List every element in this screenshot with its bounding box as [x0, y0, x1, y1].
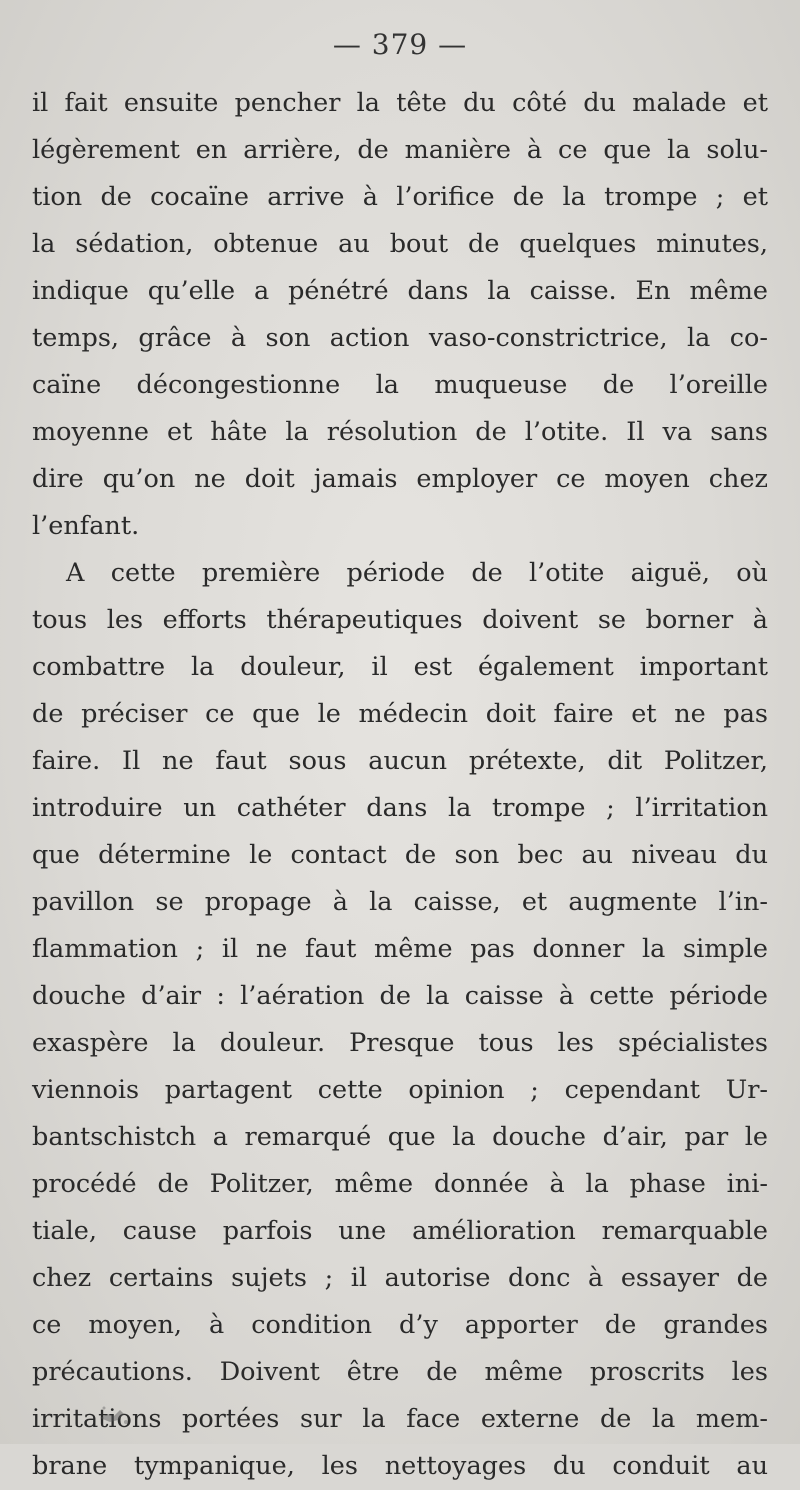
text-line: introduire un cathéter dans la trompe ; l’irritation: [32, 793, 768, 823]
text-line: procédé de Politzer, même donnée à la phase ini-: [32, 1169, 768, 1199]
text-line: ce moyen, à condition d’y apporter de grandes: [32, 1310, 768, 1340]
text-line: brane tympanique, les nettoyages du conduit au: [32, 1451, 768, 1481]
text-line: moyenne et hâte la résolution de l’otite. Il va sans: [32, 417, 768, 447]
text-line: temps, grâce à son action vaso-constrictrice, la co-: [32, 323, 768, 353]
text-line: douche d’air : l’aération de la caisse à cette période: [32, 981, 768, 1011]
text-line: pavillon se propage à la caisse, et augmente l’in-: [32, 887, 768, 917]
text-line: exaspère la douleur. Presque tous les spécialistes: [32, 1028, 768, 1058]
text-line: combattre la douleur, il est également important: [32, 652, 768, 682]
text-line: tous les efforts thérapeutiques doivent se borner à: [32, 605, 768, 635]
text-line: légèrement en arrière, de manière à ce que la solu-: [32, 135, 768, 165]
text-line: chez certains sujets ; il autorise donc à essayer de: [32, 1263, 768, 1293]
text-line: que détermine le contact de son bec au niveau du: [32, 840, 768, 870]
text-line: faire. Il ne faut sous aucun prétexte, dit Politzer,: [32, 746, 768, 776]
text-line: viennois partagent cette opinion ; cependant Ur-: [32, 1075, 768, 1105]
ink-speck-mark: [96, 1400, 134, 1430]
text-line: tiale, cause parfois une amélioration remarquable: [32, 1216, 768, 1246]
page-number: — 379 —: [332, 28, 468, 61]
text-line: irritations portées sur la face externe de la mem-: [32, 1404, 768, 1434]
body-text: [32, 80, 768, 1490]
text-line: bantschistch a remarqué que la douche d’air, par le: [32, 1122, 768, 1152]
paragraph-first-line: A cette première période de l’otite aiguë, où: [66, 558, 768, 588]
text-line: précautions. Doivent être de même proscrits les: [32, 1357, 768, 1387]
text-line: la sédation, obtenue au bout de quelques minutes,: [32, 229, 768, 259]
text-line: tion de cocaïne arrive à l’orifice de la trompe ; et: [32, 182, 768, 212]
text-line: caïne décongestionne la muqueuse de l’oreille: [32, 370, 768, 400]
text-line: flammation ; il ne faut même pas donner la simple: [32, 934, 768, 964]
text-line: de préciser ce que le médecin doit faire et ne pas: [32, 699, 768, 729]
text-line: dire qu’on ne doit jamais employer ce moyen chez: [32, 464, 768, 494]
text-line: il fait ensuite pencher la tête du côté du malade et: [32, 88, 768, 118]
text-line: indique qu’elle a pénétré dans la caisse. En même: [32, 276, 768, 306]
text-line: l’enfant.: [32, 511, 140, 541]
